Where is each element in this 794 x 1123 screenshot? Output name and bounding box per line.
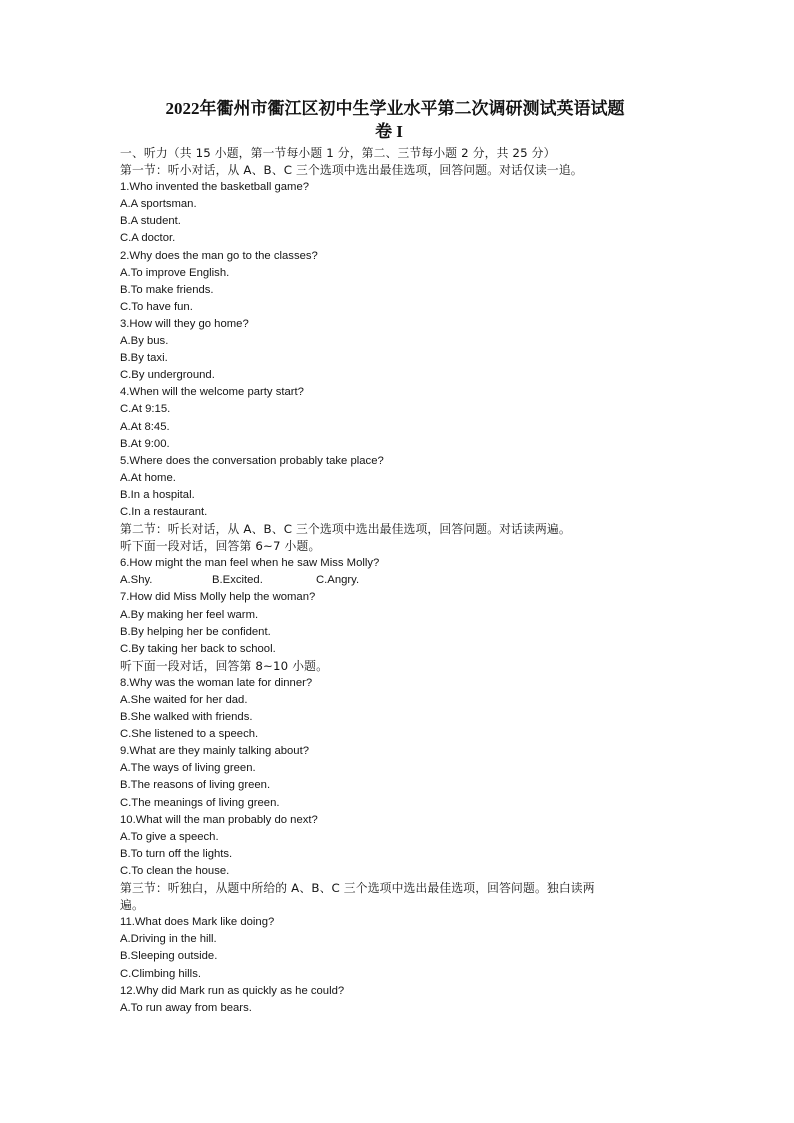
text-line: 3.How will they go home? <box>120 317 249 330</box>
text-line: C.At 9:15. <box>120 403 171 416</box>
option-text: C.Angry. <box>316 574 360 587</box>
text-line: A.By bus. <box>120 335 169 348</box>
text-line: 8.Why was the woman late for dinner? <box>120 676 313 689</box>
text-line: 5.Where does the conversation probably take place? <box>120 454 384 467</box>
option-text: A.Shy. <box>120 574 153 587</box>
text-line: A.She waited for her dad. <box>120 694 248 706</box>
text-line: C.To clean the house. <box>120 864 230 877</box>
section-heading: 第二节：听长对话，从 A、B、C 三个选项中选出最佳选项，回答问题。对话读两遍。 <box>120 522 571 537</box>
text-line: 7.How did Miss Molly help the woman? <box>120 591 316 604</box>
text-line: A.By making her feel warm. <box>120 608 259 621</box>
text-line: C.By underground. <box>120 369 215 382</box>
text-line: B.To make friends. <box>120 283 214 296</box>
text-line: C.The meanings of living green. <box>120 796 280 809</box>
text-line: 11.What does Mark like doing? <box>120 916 275 929</box>
text-line: 4.When will the welcome party start? <box>120 386 304 399</box>
text-line: A.At 8:45. <box>120 420 170 433</box>
text-line: A.The ways of living green. <box>120 762 256 775</box>
text-line: B.In a hospital. <box>120 488 195 501</box>
text-line: B.The reasons of living green. <box>120 779 271 792</box>
text-line: B.To turn off the lights. <box>120 847 233 860</box>
option-text: B.Excited. <box>212 574 263 587</box>
section-heading: 第一节：听小对话，从 A、B、C 三个选项中选出最佳选项，回答问题。对话仅读一追。 <box>120 163 583 178</box>
text-line: A.To improve English. <box>120 266 230 279</box>
text-line: B.By helping her be confident. <box>120 625 271 638</box>
text-line: 6.How might the man feel when he saw Miss Molly? <box>120 557 380 570</box>
text-line: C.To have fun. <box>120 300 193 313</box>
text-line: 9.What are they mainly talking about? <box>120 745 310 758</box>
option-row <box>120 572 700 589</box>
text-line: C.A doctor. <box>120 232 176 245</box>
text-line: A.To give a speech. <box>120 830 219 843</box>
text-line: 1.Who invented the basketball game? <box>120 181 310 194</box>
text-line: B.She walked with friends. <box>120 711 253 724</box>
text-line: B.At 9:00. <box>120 437 170 450</box>
text-line: A.Driving in the hill. <box>120 933 217 946</box>
text-line: C.In a restaurant. <box>120 505 208 518</box>
text-line: C.By taking her back to school. <box>120 642 276 655</box>
text-line: 10.What will the man probably do next? <box>120 813 318 826</box>
text-line: A.At home. <box>120 471 176 484</box>
document-body <box>120 145 700 1017</box>
document-subtitle: 卷 I <box>375 122 403 141</box>
text-line: A.A sportsman. <box>120 198 197 211</box>
text-line: B.Sleeping outside. <box>120 950 218 963</box>
text-line: C.She listened to a speech. <box>120 728 259 741</box>
document-title: 2022年衢州市衢江区初中生学业水平第二次调研测试英语试题 <box>165 99 625 118</box>
text-line: B.By taxi. <box>120 352 168 365</box>
text-line: B.A student. <box>120 215 181 228</box>
text-line: 12.Why did Mark run as quickly as he could? <box>120 984 345 997</box>
section-heading: 听下面一段对话，回答第 6~7 小题。 <box>120 539 321 554</box>
section-heading: 听下面一段对话，回答第 8~10 小题。 <box>120 658 329 673</box>
text-line: A.To run away from bears. <box>120 1001 252 1014</box>
text-line: C.Climbing hills. <box>120 967 201 980</box>
text-line: 2.Why does the man go to the classes? <box>120 249 318 262</box>
section-heading: 一、听力（共 15 小题，第一节每小题 1 分，第二、三节每小题 2 分，共 25 分） <box>120 146 556 160</box>
section-heading: 遍。 <box>120 898 144 913</box>
section-heading: 第三节：听独白，从题中所给的 A、B、C 三个选项中选出最佳选项，回答问题。独白读两 <box>120 881 595 896</box>
